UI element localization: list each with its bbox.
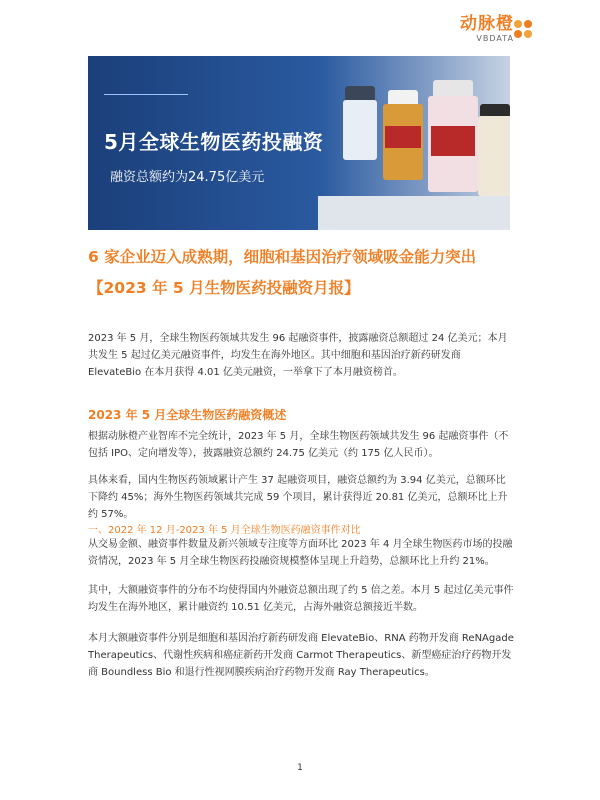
bottle-label xyxy=(385,126,421,148)
orange-petal-icon xyxy=(510,16,536,42)
section-title-overview: 2023 年 5 月全球生物医药融资概述 xyxy=(88,408,287,422)
intro-paragraph: 2023 年 5 月，全球生物医药领域共发生 96 起融资事件，披露融资总额超过 24 亿美元；本月共发生 5 起过亿美元融资事件，均发生在海外地区。其中细胞和基因治疗新药研发商 ElevateBio 在本月获得 4.01 亿美元融资，一举拿下了本月融资榜首。 xyxy=(88,333,508,378)
page-number: 1 xyxy=(297,763,303,773)
medicine-bottle xyxy=(478,116,510,196)
comparison-paragraph-2: 其中，大额融资事件的分布不均使得国内外融资总额出现了约 5 倍之差。本月 5 起过亿美元事件均发生在海外地区，累计融资约 10.51 亿美元，占海外融资总额接近半数。 xyxy=(88,585,514,613)
comparison-paragraph-1: 从交易金额、融资事件数量及新兴领域专注度等方面环比 2023 年 4 月全球生物医药市场的投融资情况，2023 年 5 月全球生物医药投融资规模整体呈现上升趋势，总额环比上升约 21%。 xyxy=(88,539,513,567)
brand-name-cn: 动脉橙 xyxy=(460,14,514,34)
overview-paragraph-2: 具体来看，国内生物医药领域累计产生 37 起融资项目，融资总额约为 3.94 亿美元，总额环比下降约 45%；海外生物医药领域共完成 59 个项目，累计获得近 20.81 亿美元，总额环比上升约 57%。 xyxy=(88,475,508,520)
cover-banner xyxy=(88,56,510,230)
article-headline: 6 家企业迈入成熟期，细胞和基因治疗领域吸金能力突出【2023 年 5 月生物医药投融资月报】 xyxy=(88,248,477,297)
banner-table-surface xyxy=(318,196,510,230)
banner-subtitle: 融资总额约为24.75亿美元 xyxy=(110,170,265,185)
brand-logo xyxy=(460,14,514,44)
comparison-paragraph-3: 本月大额融资事件分别是细胞和基因治疗新药研发商 ElevateBio、RNA 药物开发商 ReNAgade Therapeutics、代谢性疾病和癌症新药开发商 Carmot Therapeutics、新型癌症治疗药物开发商 Boundless Bio 和退行性视网膜疾病治疗药物开发商 Ray Therapeutics。 xyxy=(88,633,514,678)
medicine-bottle xyxy=(343,100,377,160)
bottle-label xyxy=(431,126,475,156)
brand-name-en: VBDATA xyxy=(476,34,514,43)
banner-title: 5月全球生物医药投融资 xyxy=(104,130,324,154)
banner-accent-line xyxy=(104,94,188,95)
overview-paragraph-1: 根据动脉橙产业智库不完全统计，2023 年 5 月，全球生物医药领域共发生 96 起融资事件（不包括 IPO、定向增发等），披露融资总额约 24.75 亿美元（约 175 亿人民币）。 xyxy=(88,431,509,459)
subsection-title-comparison: 一、2022 年 12 月-2023 年 5 月全球生物医药融资事件对比 xyxy=(88,525,361,536)
